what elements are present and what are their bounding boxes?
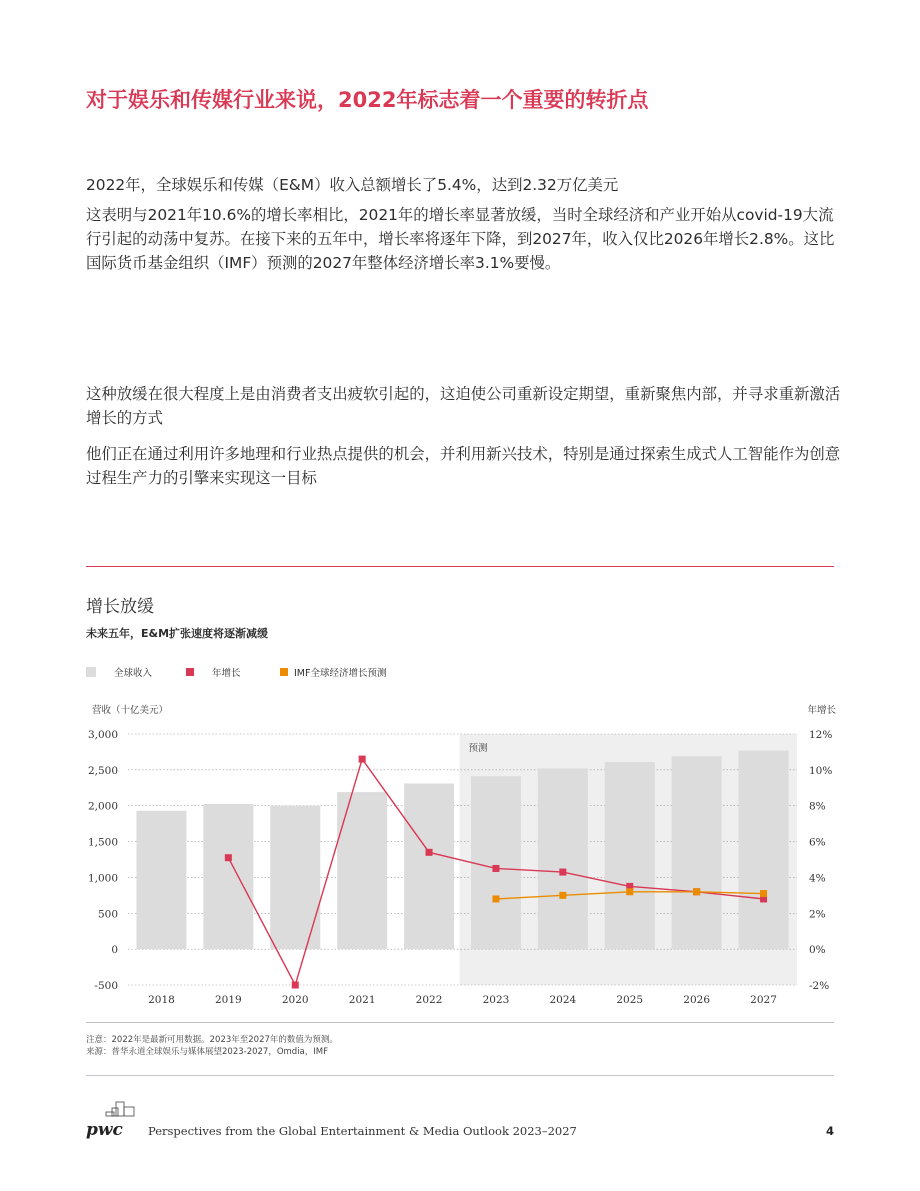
paragraph-4: 他们正在通过利用许多地理和行业热点提供的机会，并利用新兴技术，特别是通过探索生成式人工智能作为创意过程生产力的引擎来实现这一目标 <box>86 445 841 487</box>
legend-item-revenue <box>86 664 152 680</box>
paragraph-2: 这表明与2021年10.6%的增长率相比，2021年的增长率显著放缓，当时全球经济和产业开始从covid-19大流行引起的动荡中复苏。在接下来的五年中，增长率将逐年下降，到2027年，收入仅比2026年增长2.8%。这比国际货币基金组织（IMF）预测的2027年整体经济增长率3.1%要慢。 <box>86 206 835 272</box>
y-tick-right: 4% <box>809 872 826 885</box>
point-growth <box>292 982 299 989</box>
point-imf <box>492 895 499 902</box>
point-imf <box>693 888 700 895</box>
pwc-logo-icon <box>86 1100 136 1140</box>
legend-label-imf: IMF全球经济增长预测 <box>294 668 387 679</box>
y-tick-right: 2% <box>809 908 826 921</box>
point-growth <box>559 869 566 876</box>
chart-notes <box>86 1034 338 1058</box>
y-tick-left: 2,500 <box>87 764 118 777</box>
point-imf <box>760 890 767 897</box>
y-tick-left: 1,500 <box>87 836 118 849</box>
y-axis-label-right: 年增长 <box>807 705 836 716</box>
legend-swatch-imf <box>280 668 288 676</box>
x-tick: 2024 <box>549 994 577 1006</box>
chart-bottom-divider <box>86 1022 834 1023</box>
x-tick: 2027 <box>750 994 777 1006</box>
paragraph-1: 2022年，全球娱乐和传媒（E&M）收入总额增长了5.4%，达到2.32万亿美元 <box>86 176 619 194</box>
x-tick: 2025 <box>616 994 644 1006</box>
legend-swatch-revenue <box>86 667 96 677</box>
bar-revenue <box>471 776 521 949</box>
y-tick-left: 1,000 <box>87 872 118 885</box>
paragraph-3: 这种放缓在很大程度上是由消费者支出疲软引起的，这迫使公司重新设定期望，重新聚焦内部，并寻求重新激活增长的方式 <box>86 385 841 427</box>
legend-item-growth <box>186 664 241 680</box>
section-divider <box>86 566 834 567</box>
pwc-logo-text: pwc <box>86 1120 123 1140</box>
chart-title: 增长放缓 <box>86 597 154 617</box>
chart-note: 注意：2022年是最新可用数据。2023年至2027年的数值为预测。 <box>86 1035 338 1045</box>
y-tick-right: 6% <box>809 836 826 849</box>
y-tick-right: 8% <box>809 800 826 813</box>
y-axis-label-left: 营收（十亿美元） <box>92 705 169 716</box>
bar-revenue <box>739 750 789 949</box>
point-growth <box>359 756 366 763</box>
bar-revenue <box>605 762 655 949</box>
bar-revenue <box>404 783 454 949</box>
legend-label-growth: 年增长 <box>212 668 241 679</box>
x-tick: 2019 <box>214 994 242 1006</box>
x-tick: 2026 <box>683 994 711 1006</box>
legend-item-imf <box>280 664 386 680</box>
point-growth <box>492 865 499 872</box>
y-tick-left: 3,000 <box>87 729 118 741</box>
footer-text: Perspectives from the Global Entertainment & Media Outlook 2023–2027 <box>148 1124 577 1138</box>
bar-revenue <box>538 768 588 949</box>
footer-divider <box>86 1075 834 1076</box>
bar-revenue <box>136 811 186 949</box>
page-title: 对于娱乐和传媒行业来说，2022年标志着一个重要的转折点 <box>86 88 649 112</box>
bar-revenue <box>203 804 253 949</box>
bar-revenue <box>672 756 722 949</box>
legend-swatch-growth <box>186 668 194 676</box>
bar-revenue <box>337 792 387 949</box>
x-tick: 2022 <box>415 994 443 1006</box>
y-tick-right: 10% <box>809 764 833 777</box>
y-tick-right: 0% <box>809 944 826 957</box>
y-tick-left: 2,000 <box>87 800 118 813</box>
x-tick: 2018 <box>148 994 175 1006</box>
chart-source: 来源：普华永道全球娱乐与媒体展望2023-2027，Omdia，IMF <box>86 1047 328 1057</box>
y-tick-right: 12% <box>809 729 833 741</box>
point-imf <box>559 892 566 899</box>
y-tick-left: -500 <box>94 980 118 992</box>
forecast-label: 预测 <box>468 743 488 754</box>
point-growth <box>426 849 433 856</box>
legend-label-revenue: 全球收入 <box>114 668 153 679</box>
point-growth <box>225 854 232 861</box>
y-tick-right: -2% <box>809 980 830 992</box>
y-tick-left: 0 <box>111 944 118 957</box>
page-number: 4 <box>826 1124 835 1138</box>
x-tick: 2023 <box>482 994 510 1006</box>
chart-subtitle: 未来五年，E&M扩张速度将逐渐减缓 <box>86 627 269 640</box>
x-tick: 2020 <box>281 994 309 1006</box>
x-tick: 2021 <box>348 994 376 1006</box>
revenue-growth-chart <box>0 690 920 1020</box>
y-tick-left: 500 <box>97 908 118 921</box>
point-imf <box>626 888 633 895</box>
